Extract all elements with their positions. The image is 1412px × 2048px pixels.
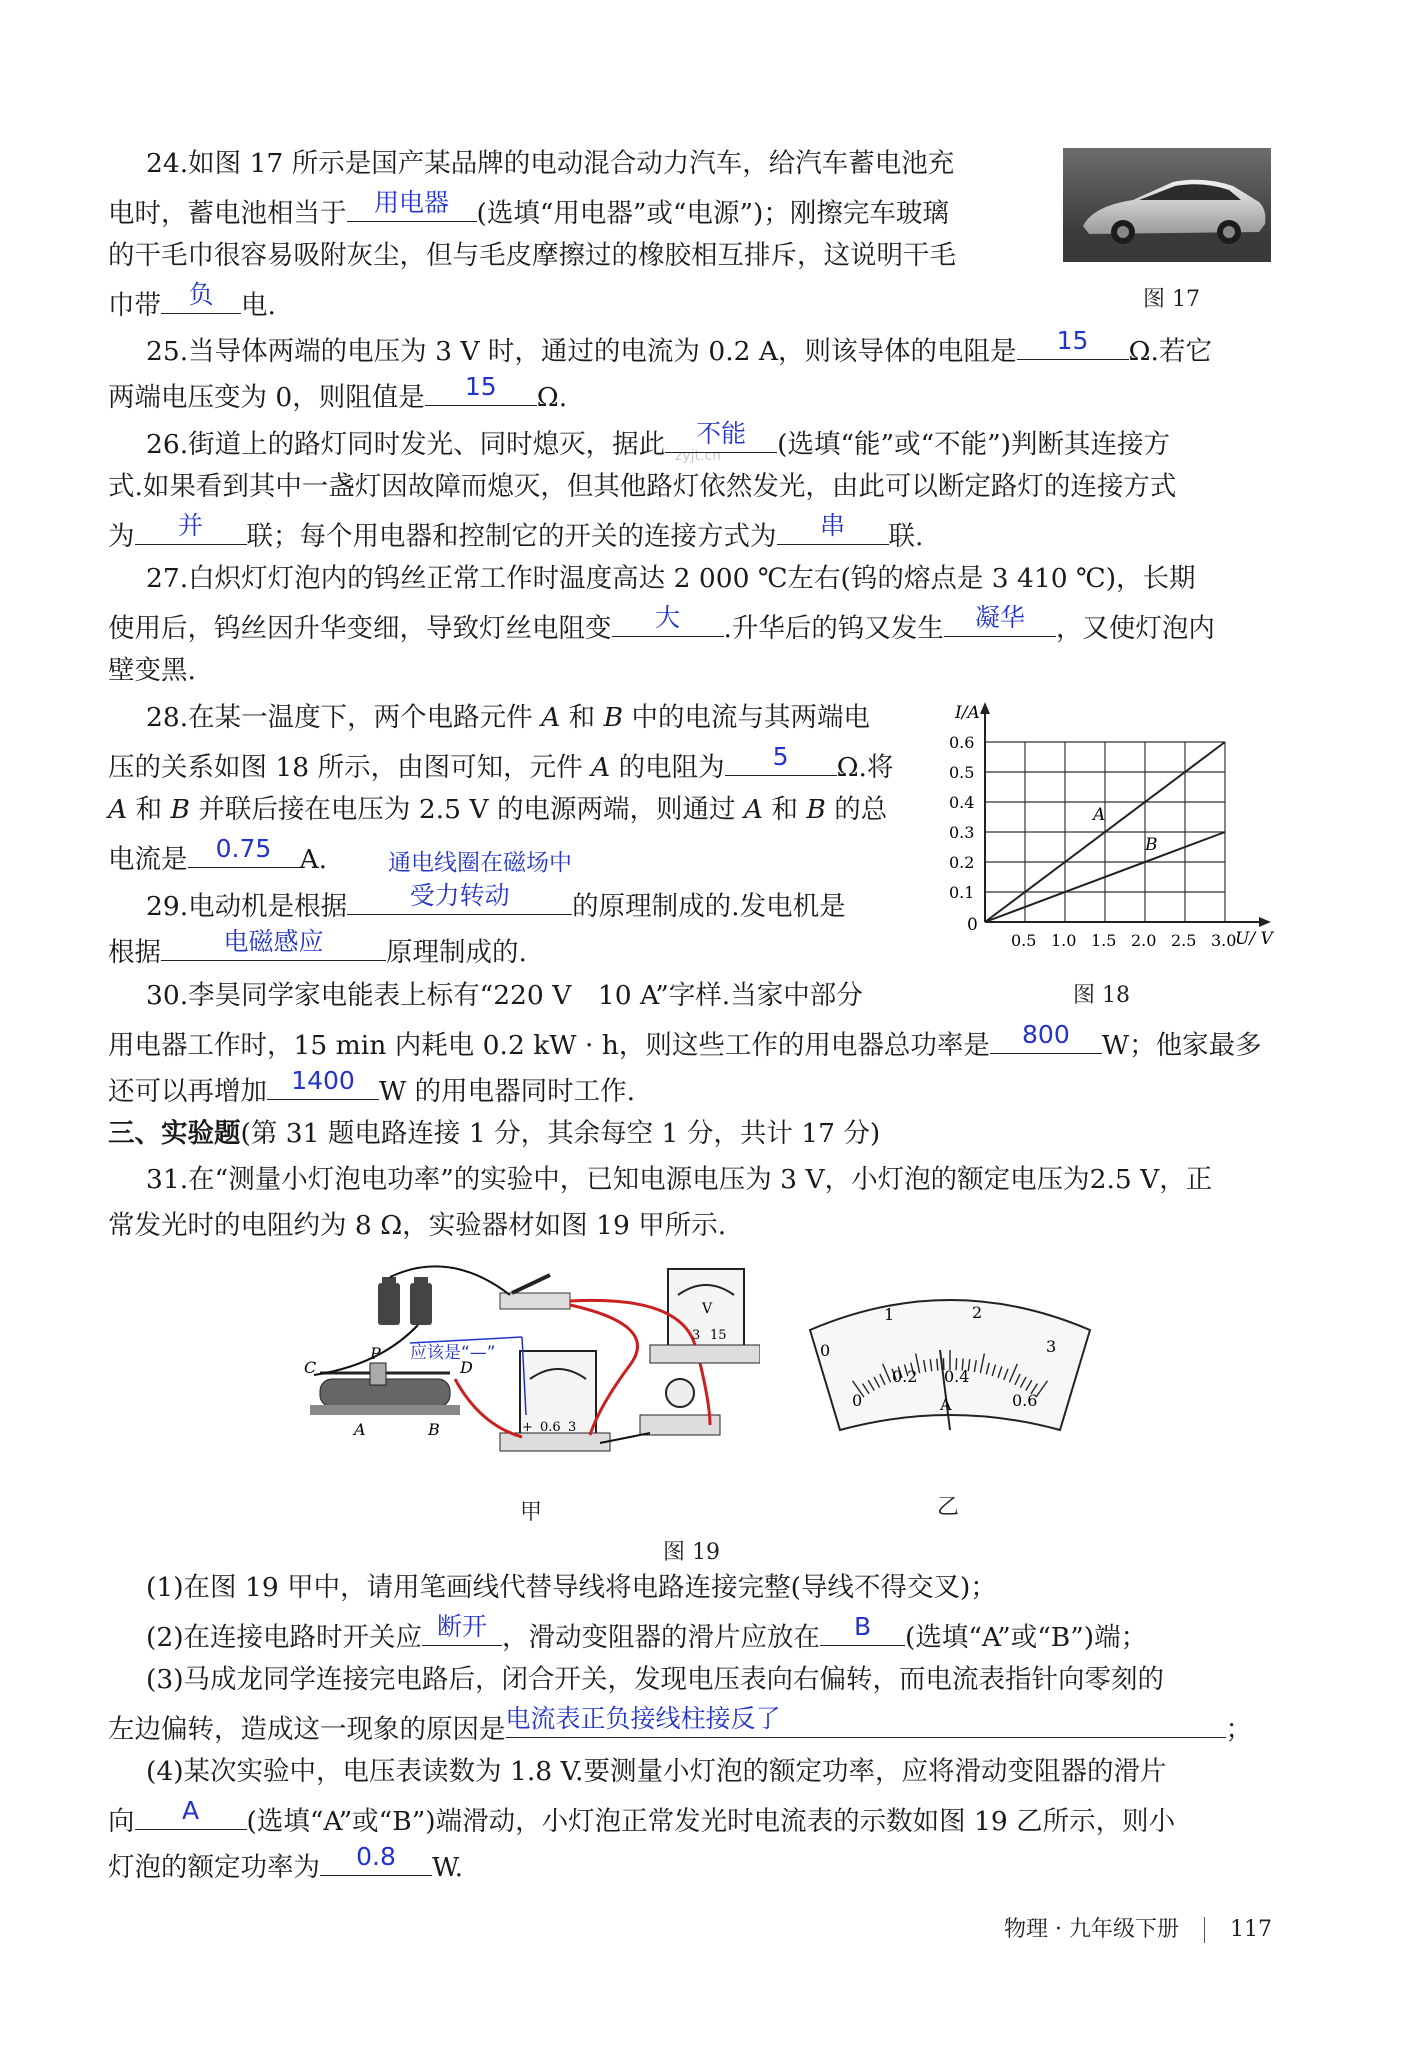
- fig18-y-arrow: [980, 702, 990, 714]
- y-tick-0.3: 0.3: [949, 823, 975, 842]
- q31-blank2[interactable]: B: [820, 1611, 905, 1646]
- q31-sub4a: (4)某次实验中，电压表读数为 1.8 V.要测量小灯泡的额定功率，应将滑动变阻器的滑片: [146, 1756, 1167, 1787]
- section3-heading: 三、实验题(第 31 题电路连接 1 分，其余每空 1 分，共计 17 分): [108, 1118, 881, 1149]
- page-footer: [1004, 1912, 1272, 1943]
- x-tick-0.5: 0.5: [1011, 931, 1037, 950]
- q30-line1: 30.李昊同学家电能表上标有“220 V 10 A”字样.当家中部分: [146, 980, 863, 1011]
- dial-t3: 3: [1046, 1337, 1057, 1356]
- q27-blank2[interactable]: 凝华: [944, 602, 1056, 637]
- fig17-caption: 图 17: [1143, 287, 1200, 312]
- q25-line2: 两端电压变为 0，则阻值是 15 Ω.: [108, 372, 568, 413]
- dial-b06: 0.6: [1012, 1391, 1038, 1410]
- q26-line3: 为 并 联；每个用电器和控制它的开关的连接方式为 串 联.: [108, 511, 924, 552]
- q29-line1: 29.电动机是根据 受力转动 的原理制成的.发电机是: [146, 881, 846, 922]
- fig18-chart: [945, 700, 1275, 960]
- fig18-x-arrow: [1259, 917, 1271, 927]
- q31-sub3a: (3)马成龙同学连接完电路后，闭合开关，发现电压表向右偏转，而电流表指针向零刻的: [146, 1664, 1165, 1695]
- amm-06: 0.6: [540, 1420, 561, 1435]
- q26-blank1[interactable]: 不能: [665, 418, 777, 453]
- dial-t2: 2: [972, 1303, 983, 1322]
- q30-blank1[interactable]: 800: [990, 1019, 1102, 1054]
- q24-line4: 巾带 负 电.: [108, 280, 276, 321]
- dial-t1: 1: [884, 1305, 895, 1324]
- q25-line1: 25.当导体两端的电压为 3 V 时，通过的电流为 0.2 A，则该导体的电阻是 15 Ω.若它: [146, 326, 1212, 367]
- q27-line1: 27.白炽灯灯泡内的钨丝正常工作时温度高达 2 000 ℃左右(钨的熔点是 3 410 ℃)，长期: [146, 563, 1196, 594]
- x-tick-2.5: 2.5: [1171, 931, 1197, 950]
- dial-t0: 0: [820, 1341, 831, 1360]
- q24-line3: 的干毛巾很容易吸附灰尘，但与毛皮摩擦过的橡胶相互排斥，这说明干毛: [108, 240, 956, 271]
- dial-unit: A: [940, 1395, 952, 1414]
- volt-3: 3: [692, 1328, 701, 1343]
- dial-b02: 0.2: [892, 1367, 918, 1386]
- y-tick-0.1: 0.1: [949, 883, 975, 902]
- q31-sub2: (2)在连接电路时开关应 断开 ，滑动变阻器的滑片应放在 B (选填“A”或“B”)端；: [146, 1612, 1148, 1653]
- q31-sub3b: 左边偏转，造成这一现象的原因是 电流表正负接线柱接反了 ；: [108, 1704, 1252, 1745]
- q26-blank3[interactable]: 串: [777, 510, 889, 545]
- q31-sub4b: 向 A (选填“A”或“B”)端滑动，小灯泡正常发光时电流表的示数如图 19 乙所示，则小: [108, 1796, 1176, 1837]
- fig18-y-label: I/A: [955, 703, 980, 723]
- battery-icon: [378, 1277, 432, 1325]
- volt-v: V: [702, 1301, 713, 1317]
- fig18-label-a: A: [1093, 805, 1106, 825]
- q24-blank1[interactable]: 用电器: [347, 187, 477, 222]
- q28-line3: A 和 B 并联后接在电压为 2.5 V 的电源两端，则通过 A 和 B 的总: [108, 794, 888, 825]
- q28-line2: 压的关系如图 18 所示，由图可知，元件 A 的电阻为 5 Ω.将: [108, 742, 894, 783]
- q24-line2: 电时，蓄电池相当于 用电器 (选填“用电器”或“电源”)；刚擦完车玻璃: [108, 188, 949, 229]
- rheo-p: P: [370, 1344, 381, 1363]
- x-tick-1.0: 1.0: [1051, 931, 1077, 950]
- rheo-b: B: [428, 1420, 440, 1439]
- rheo-c: C: [304, 1358, 317, 1377]
- car-photo: [1063, 148, 1271, 262]
- q28-line1: 28.在某一温度下，两个电路元件 A 和 B 中的电流与其两端电: [146, 702, 870, 733]
- q31-handwritten-note: 应该是“—”: [410, 1343, 496, 1363]
- q28-line4: 电流是 0.75 A.: [108, 834, 328, 875]
- fig19-caption: 图 19: [663, 1540, 720, 1565]
- q27-blank1[interactable]: 大: [612, 602, 724, 637]
- q29-line2: 根据 电磁感应 原理制成的.: [108, 927, 527, 968]
- rheo-a: A: [354, 1420, 366, 1439]
- y-tick-0.5: 0.5: [949, 763, 975, 782]
- q31-blank1[interactable]: 断开: [422, 1611, 502, 1646]
- fig18-label-b: B: [1145, 835, 1158, 855]
- amm-3: 3: [568, 1420, 577, 1435]
- fig19-jia: 甲: [520, 1500, 543, 1525]
- q28-handwritten-note: 通电线圈在磁场中: [388, 850, 572, 876]
- watermark: zyjt.cn: [675, 448, 722, 464]
- q30-line2: 用电器工作时，15 min 内耗电 0.2 kW · h，则这些工作的用电器总功率是 800 W；他家最多: [108, 1020, 1262, 1061]
- q26-line2: 式.如果看到其中一盏灯因故障而熄灭，但其他路灯依然发光，由此可以断定路灯的连接方式: [108, 471, 1177, 502]
- footer-page-number: 117: [1230, 1917, 1272, 1942]
- q24-line1: 24.如图 17 所示是国产某品牌的电动混合动力汽车，给汽车蓄电池充: [146, 148, 955, 179]
- x-tick-3.0: 3.0: [1211, 931, 1237, 950]
- x-tick-1.5: 1.5: [1091, 931, 1117, 950]
- fig19-circuit: [300, 1255, 760, 1475]
- q28-blank1[interactable]: 5: [725, 741, 837, 776]
- fig18-caption: 图 18: [1073, 983, 1130, 1008]
- y-tick-0.2: 0.2: [949, 853, 975, 872]
- q27-line2: 使用后，钨丝因升华变细，导致灯丝电阻变 大 .升华后的钨又发生 凝华 ，又使灯泡内: [108, 603, 1215, 644]
- q31-line2: 常发光时的电阻约为 8 Ω，实验器材如图 19 甲所示.: [108, 1210, 727, 1241]
- q28-blank2[interactable]: 0.75: [188, 833, 300, 868]
- q31-blank4[interactable]: A: [135, 1795, 247, 1830]
- y-tick-0.4: 0.4: [949, 793, 975, 812]
- q30-blank2[interactable]: 1400: [267, 1065, 379, 1100]
- q31-blank3[interactable]: 电流表正负接线柱接反了: [506, 1703, 1226, 1738]
- fig18-x-label: U/ V: [1235, 929, 1273, 949]
- y-tick-0.6: 0.6: [949, 733, 975, 752]
- volt-15: 15: [710, 1328, 727, 1343]
- q25-blank2[interactable]: 15: [425, 371, 537, 406]
- rheo-d: D: [460, 1358, 473, 1377]
- q31-sub4c: 灯泡的额定功率为 0.8 W.: [108, 1842, 464, 1883]
- q26-line1: 26.街道上的路灯同时发光、同时熄灭，据此 不能 (选填“能”或“不能”)判断其连接方: [146, 419, 1171, 460]
- q25-blank1[interactable]: 15: [1017, 325, 1129, 360]
- q29-blank1[interactable]: 受力转动: [347, 880, 572, 915]
- x-tick-2.0: 2.0: [1131, 931, 1157, 950]
- fig19-yi: 乙: [937, 1495, 960, 1520]
- amm-plus: +: [522, 1420, 533, 1435]
- dial-tick-13: [937, 1359, 938, 1371]
- q31-blank5[interactable]: 0.8: [320, 1841, 432, 1876]
- q29-blank2[interactable]: 电磁感应: [161, 926, 386, 961]
- switch-icon: [500, 1275, 570, 1309]
- footer-book: 物理 · 九年级下册: [1004, 1917, 1179, 1942]
- fig19-ammeter-dial: [800, 1290, 1100, 1440]
- q31-line1: 31.在“测量小灯泡电功率”的实验中，已知电源电压为 3 V，小灯泡的额定电压为2.5 V，正: [146, 1164, 1213, 1195]
- q26-blank2[interactable]: 并: [135, 510, 247, 545]
- dial-b04: 0.4: [944, 1367, 970, 1386]
- fig18-origin: 0: [967, 915, 978, 935]
- q31-sub1: (1)在图 19 甲中，请用笔画线代替导线将电路连接完整(导线不得交叉)；: [146, 1572, 997, 1603]
- q24-blank2[interactable]: 负: [161, 279, 241, 314]
- q30-line3: 还可以再增加 1400 W 的用电器同时工作.: [108, 1066, 636, 1107]
- dial-b0: 0: [852, 1391, 863, 1410]
- q27-line3: 壁变黑.: [108, 655, 196, 686]
